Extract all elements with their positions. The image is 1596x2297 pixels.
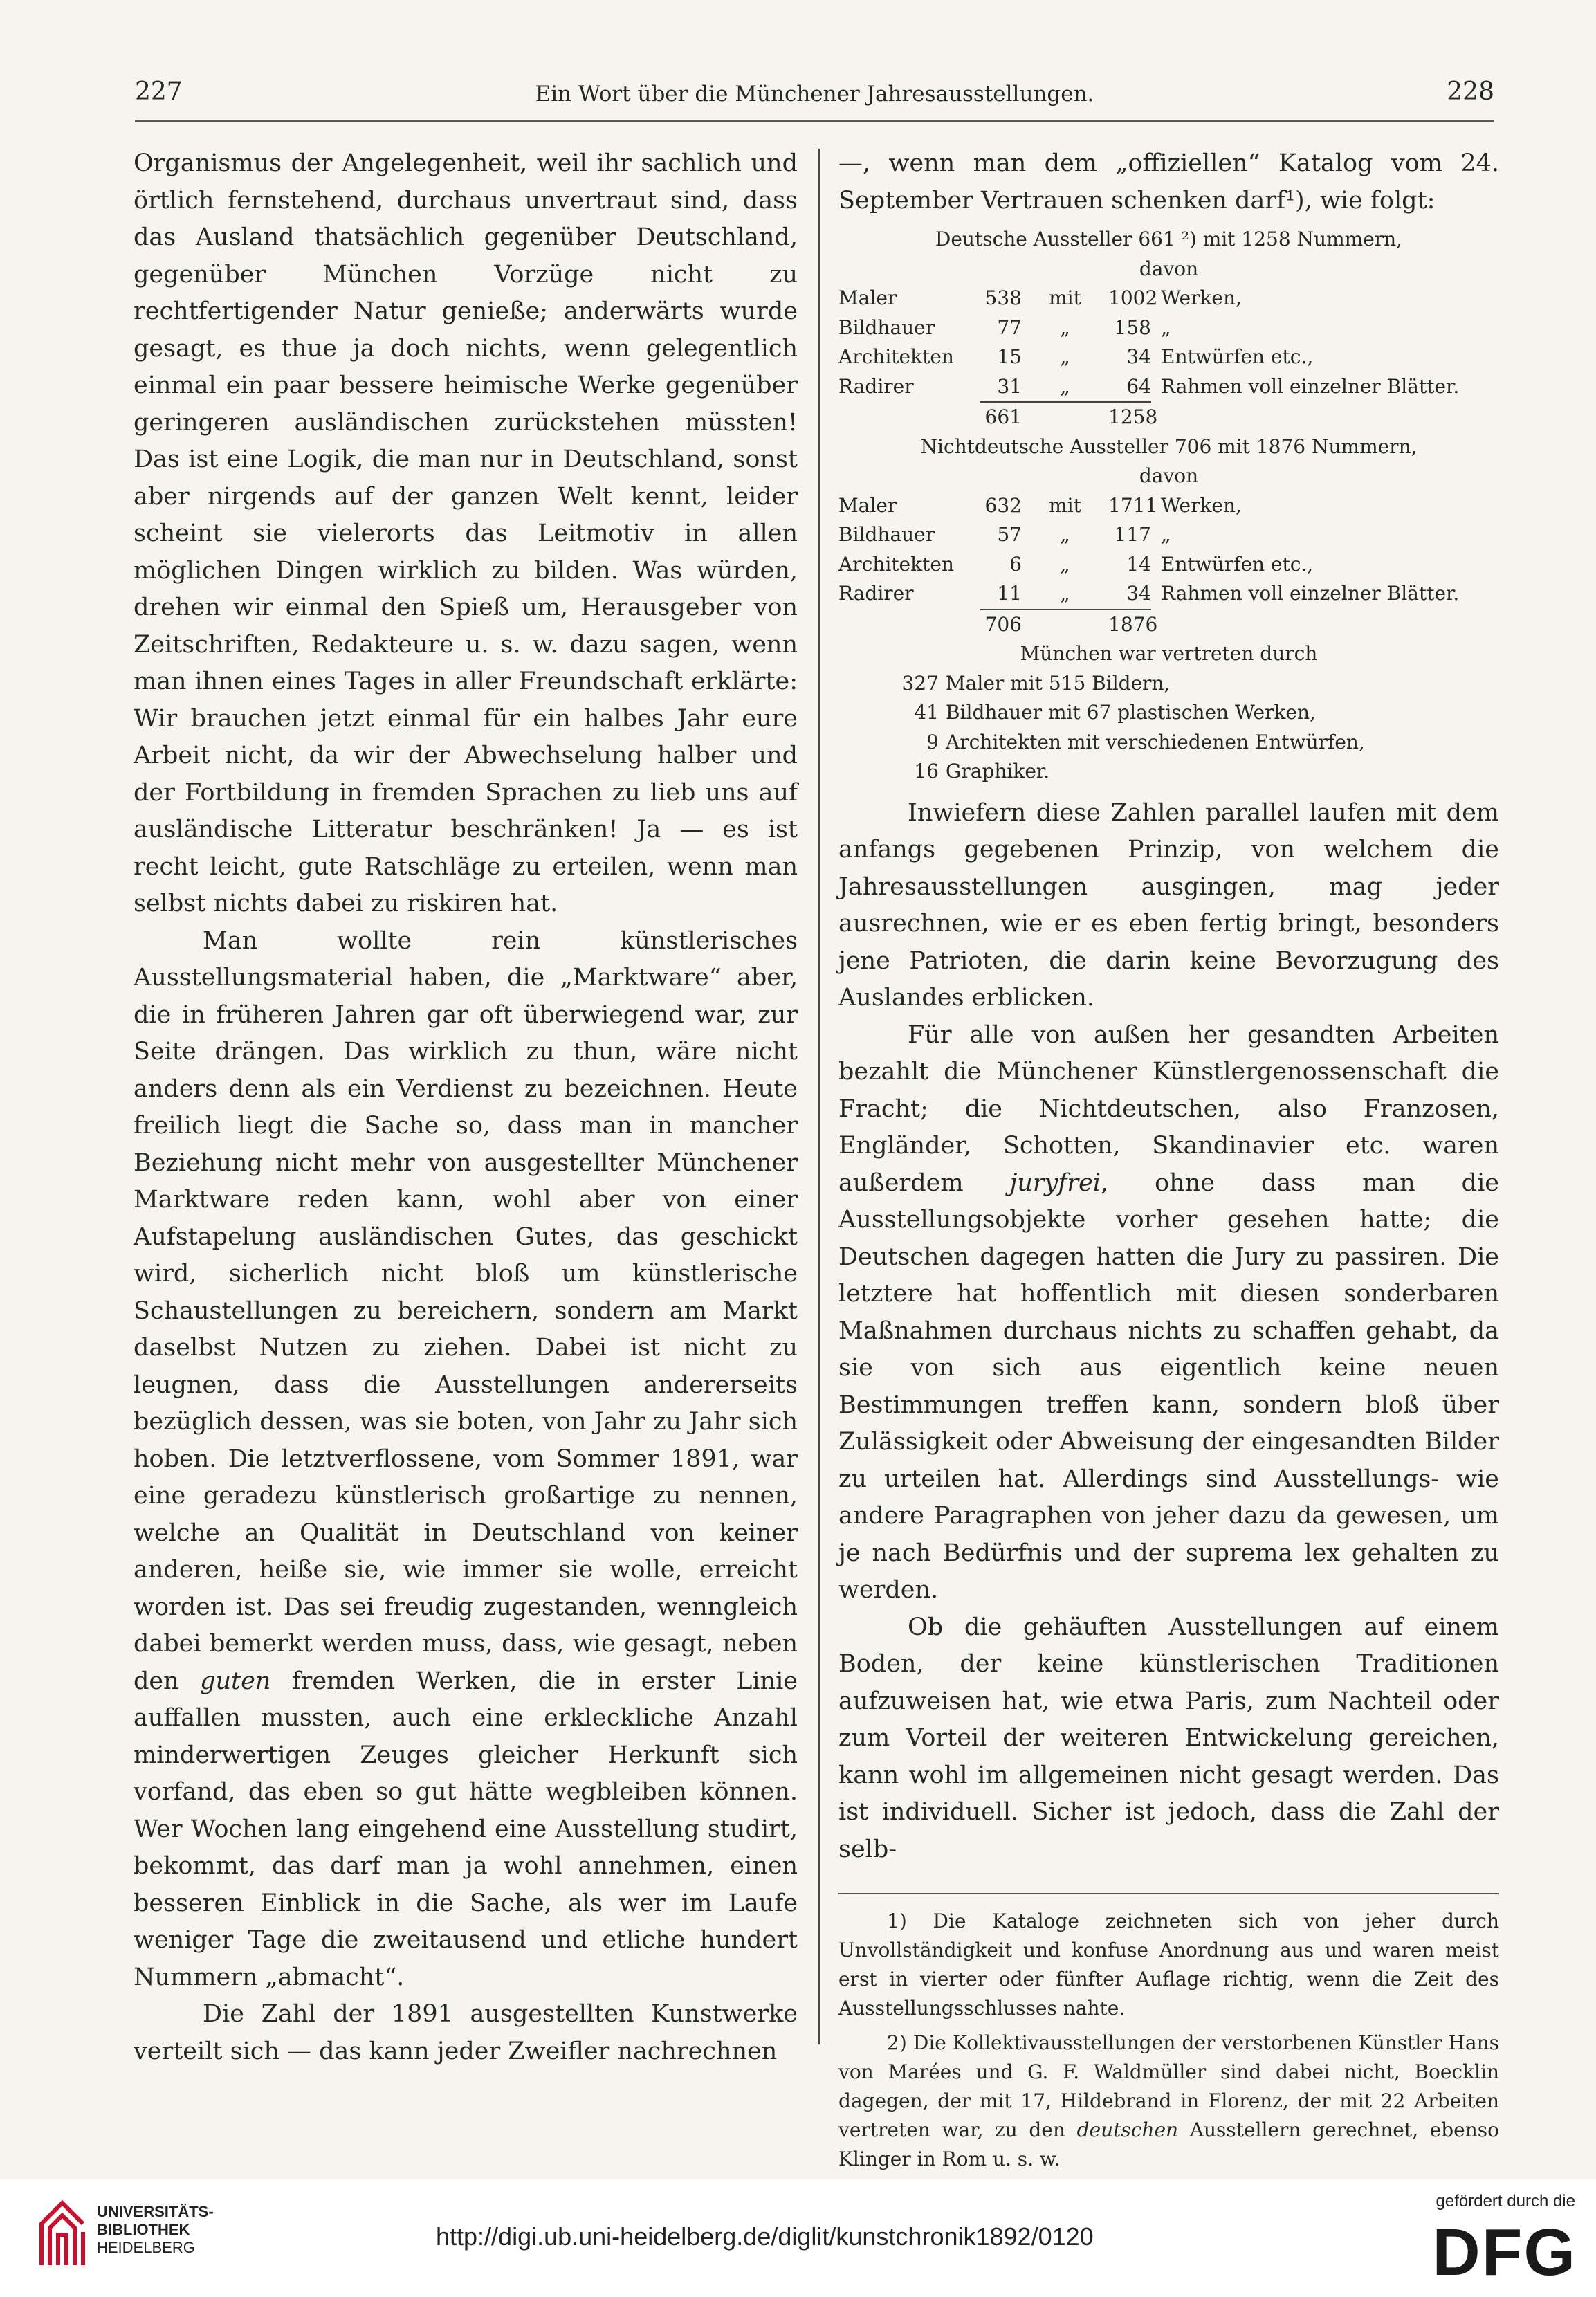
german-exhibitors-heading: Deutsche Aussteller 661 ²) mit 1258 Nummern, [935,228,1403,250]
paragraph: Organismus der Angelegenheit, weil ihr sachlich und örtlich fernstehend, durchaus unvertraut sind, dass das Ausland thatsächlich gegenüber Deutschland, gegenüber München Vorzüge nicht zu rechtfertigender Natur genieße; anderwärts wurde gesagt, es thue ja doch nichts, wenn gelegentlich einmal ein paar bessere heimische Werke gegenüber geringeren ausländischen zurückstehen müssten! Das ist eine Logik, die man nur in Deutschland, sonst aber nirgends auf der ganzen Welt kennt, leider scheint sie vielerorts das Leitmotiv in allen möglichen Dingen wirklich zu bilden. Was würden, drehen wir einmal den Spieß um, Herausgeber von Zeitschriften, Redakteure u. s. w. dazu sagen, wenn man ihnen eines Tages in aller Freundschaft erklärte: Wir brauchen jetzt einmal für ein halbes Jahr eure Arbeit nicht, da wir der Abwechselung halber und der Fortbildung in fremden Sprachen zu lieb uns auf ausländische Litteratur beschränken! Ja — es ist recht leicht, gute Ratschläge zu erteilen, wenn man selbst nichts dabei zu riskiren hat. [134,149,798,917]
munich-row: 41 Bildhauer mit 67 plastischen Werken, [914,701,1316,724]
stat-row: Maler 632 mit 1711 Werken, [838,493,1242,517]
munich-row: 16 Graphiker. [914,760,1050,783]
footnote: 1) Die Kataloge zeichneten sich von jeher durch Unvollständigkeit und konfuse Anordnung aus und waren meist erst in vierter oder fünfter Auflage richtig, wenn die Zeit des Ausstellungsschlusses nahte. [838,1910,1499,2020]
paragraph: Die Zahl der 1891 ausgestellten Kunstwerke verteilt sich — das kann jeder Zweifler nachrechnen [134,2000,798,2065]
footnote-rule [838,1893,1499,1894]
foreign-exhibitors-heading: Nichtdeutsche Aussteller 706 mit 1876 Nummern, [920,434,1418,458]
stat-total-row: 661 1258 [984,405,1158,428]
stat-row: Architekten 15 „ 34 Entwürfen etc., [838,345,1314,368]
ub-heidelberg-logo-icon[interactable] [35,2196,90,2272]
funding-caption: gefördert durch die [1436,2192,1575,2211]
page-number-right: 228 [1447,77,1494,106]
stat-row: Bildhauer 77 „ 158 „ [838,315,1171,339]
emphasis: deutschen [1076,2118,1179,2141]
stat-row: Radirer 11 „ 34 Rahmen voll einzelner Blätter. [838,582,1460,605]
german-rows [838,284,1499,401]
digitization-footer [0,2179,1596,2297]
library-name: UNIVERSITÄTS- BIBLIOTHEK HEIDELBERG [97,2203,214,2256]
dfg-logo[interactable]: DFG [1432,2215,1577,2289]
column-divider [818,149,820,2044]
stat-row: Architekten 6 „ 14 Entwürfen etc., [838,552,1314,576]
page-number-left: 227 [135,77,183,106]
munich-row: 9 Architekten mit verschiedenen Entwürfen, [926,730,1365,753]
paragraph: Inwiefern diese Zahlen parallel laufen mit dem anfangs gegebenen Prinzip, von welchem die Jahresausstellungen ausgingen, mag jeder ausrechnen, wie er es eben fertig bringt, besonders jene Patrioten, die darin keine Bevorzugung des Auslandes erblicken. [838,798,1499,1012]
munich-row: 327 Maler mit 515 Bildern, [901,671,1171,695]
header-rule [135,120,1494,122]
munich-heading: München war vertreten durch [1020,642,1318,665]
paragraph: Für alle von außen her gesandten Arbeiten bezahlt die Münchener Künstlergenossenschaft die Fracht; die Nichtdeutschen, also Franzosen, Engländer, Schotten, Skandinavier etc. waren außerdem juryfrei, ohne dass man die Ausstellungsobjekte vorher gesehen hatte; die Deutschen dagegen hatten die Jury zu passiren. Die letztere hat hoffentlich mit diesen sonderbaren Maßnahmen durchaus nichts zu schaffen gehabt, da sie von sich aus eigentlich keine neuen Bestimmungen treffen kann, sondern bloß über Zulässigkeit oder Abweisung der eingesandten Bilder zu urteilen hat. Allerdings sind Ausstellungs- wie andere Paragraphen von jeher dazu da gewesen, um je nach Bedürfnis und der suprema lex gehalten zu werden. [838,1021,1499,1604]
running-header [135,77,1494,127]
emphasis: juryfrei [1009,1169,1101,1197]
stat-row: Radirer 31 „ 64 Rahmen voll einzelner Blätter. [838,374,1460,398]
foreign-rows [838,491,1499,609]
davon-label: davon [1139,257,1199,280]
right-column [838,145,1499,2179]
running-title: Ein Wort über die Münchener Jahresausstellungen. [535,82,1094,107]
stat-row: Maler 538 mit 1002 Werken, [838,286,1242,309]
stat-total-row: 706 1876 [984,612,1158,636]
stat-row: Bildhauer 57 „ 117 „ [838,523,1171,546]
davon-label: davon [1139,464,1199,487]
exhibitor-statistics [838,219,1499,795]
emphasis: guten [200,1667,271,1695]
left-column [134,145,798,2070]
footnote: 2) Die Kollektivausstellungen der verstorbenen Künstler Hans von Marées und G. F. Waldmüller sind dabei nicht, Boecklin dagegen, der mit 17, Hildebrand in Florenz, der mit 22 Arbeiten vertreten war, zu den deutschen Ausstellern gerechnet, ebenso Klinger in Rom u. s. w. [838,2031,1499,2170]
paragraph: —, wenn man dem „offiziellen“ Katalog vom 24. September Vertrauen schenken darf¹), wie folgt: [838,149,1499,214]
permalink[interactable]: http://digi.ub.uni-heidelberg.de/diglit/kunstchronik1892/0120 [436,2222,1094,2251]
paragraph: Ob die gehäuften Ausstellungen auf einem Boden, der keine künstlerischen Traditionen aufzuweisen hat, wie etwa Paris, zum Nachteil oder zum Vorteil der weiteren Entwickelung gereichen, kann wohl im allgemeinen nicht gesagt werden. Das ist individuell. Sicher ist jedoch, dass die Zahl der selb- [838,1613,1499,1863]
paragraph: Man wollte rein künstlerisches Ausstellungsmaterial haben, die „Marktware“ aber, die in früheren Jahren gar oft überwiegend war, zur Seite drängen. Das wirklich zu thun, wäre nicht anders denn als ein Verdienst zu bezeichnen. Heute freilich liegt die Sache so, dass man in mancher Beziehung nicht mehr von ausgestellter Münchener Marktware reden kann, wohl aber von einer Aufstapelung ausländischen Gutes, das geschickt wird, sicherlich nicht bloß um künstlerische Schaustellungen zu bereichern, sondern am Markt daselbst Nutzen zu ziehen. Dabei ist nicht zu leugnen, dass die Ausstellungen andererseits bezüglich dessen, was sie boten, von Jahr zu Jahr sich hoben. Die letztverflossene, vom Sommer 1891, war eine geradezu künstlerisch großartige zu nennen, welche an Qualität in Deutschland von keiner anderen, heiße sie, wie immer sie wolle, erreicht worden ist. Das sei freudig zugestanden, wenngleich dabei bemerkt werden muss, dass, wie gesagt, neben den guten fremden Werken, die in erster Linie auffallen mussten, auch eine erkleckliche Anzahl minderwertigen Zeuges gleicher Herkunft sich vorfand, das eben so gut hätte wegbleiben können. Wer Wochen lang eingehend eine Ausstellung studirt, bekommt, das darf man ja wohl annehmen, einen besseren Einblick in die Sache, als wer im Laufe weniger Tage die zweitausend und etliche hundert Nummern „abmacht“. [134,926,798,1991]
